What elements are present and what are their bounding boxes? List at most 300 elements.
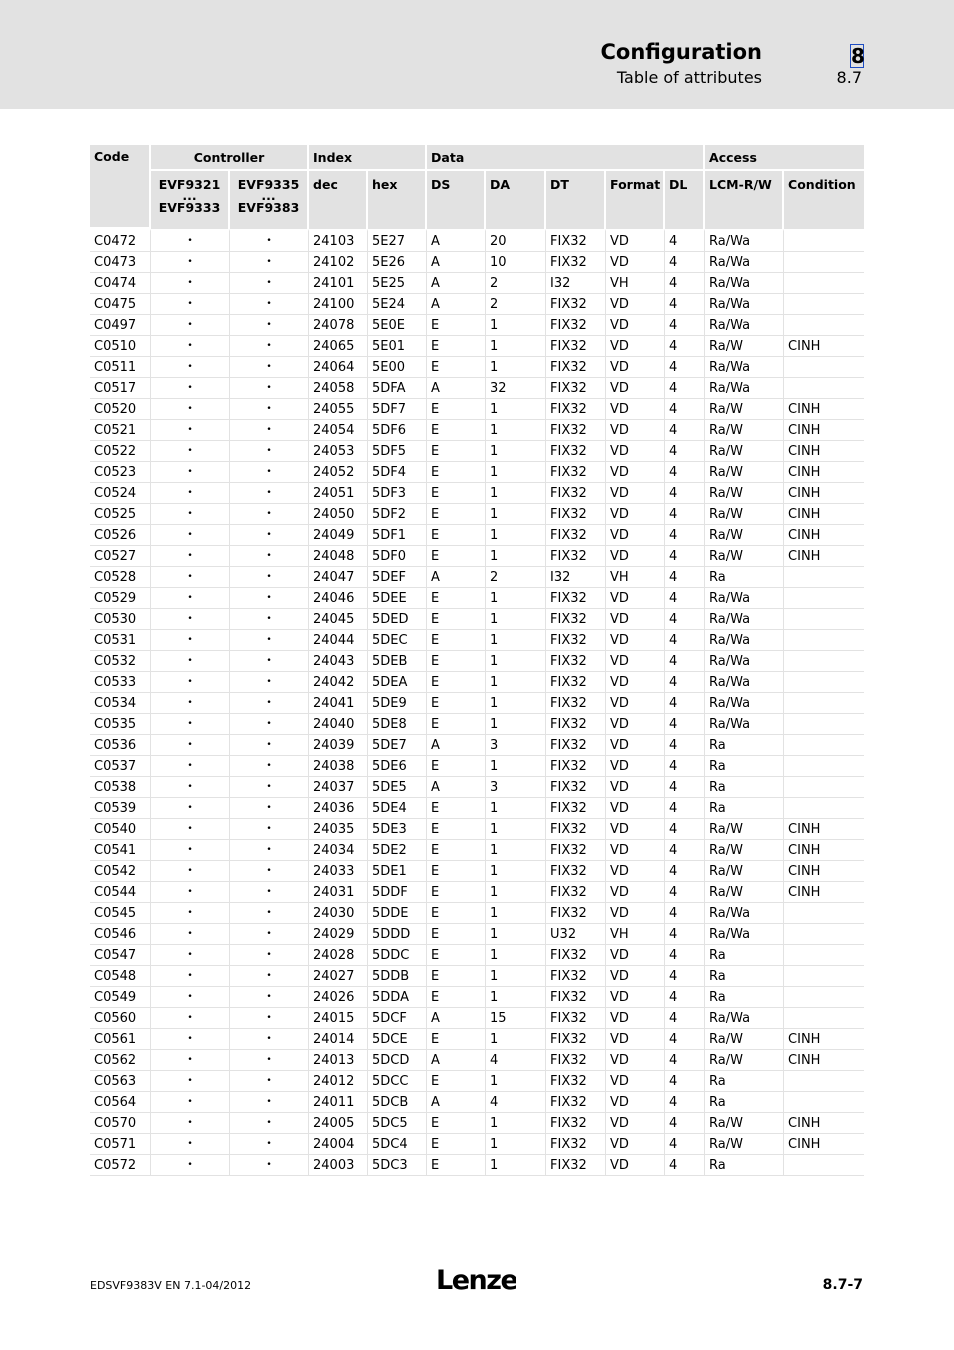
cell-condition bbox=[784, 945, 864, 966]
cell-dt: FIX32 bbox=[546, 777, 606, 798]
cell-da: 1 bbox=[486, 861, 546, 882]
cell-ctrl1: • bbox=[151, 1113, 230, 1134]
cell-dt: FIX32 bbox=[546, 357, 606, 378]
header-dt: DT bbox=[546, 171, 606, 229]
cell-dec: 24034 bbox=[309, 840, 368, 861]
cell-hex: 5DC5 bbox=[368, 1113, 427, 1134]
cell-hex: 5E24 bbox=[368, 294, 427, 315]
cell-code: C0539 bbox=[90, 798, 151, 819]
cell-da: 1 bbox=[486, 399, 546, 420]
cell-da: 1 bbox=[486, 1113, 546, 1134]
cell-ds: A bbox=[427, 294, 486, 315]
cell-dt: FIX32 bbox=[546, 315, 606, 336]
table-row bbox=[90, 924, 864, 945]
table-row bbox=[90, 987, 864, 1008]
cell-dt: FIX32 bbox=[546, 903, 606, 924]
cell-condition: CINH bbox=[784, 399, 864, 420]
cell-condition bbox=[784, 966, 864, 987]
cell-lcm: Ra/W bbox=[705, 861, 784, 882]
cell-ds: A bbox=[427, 229, 486, 252]
cell-hex: 5E27 bbox=[368, 229, 427, 252]
cell-hex: 5DF2 bbox=[368, 504, 427, 525]
cell-ctrl1: • bbox=[151, 504, 230, 525]
header-format: Format bbox=[606, 171, 665, 229]
cell-ctrl1: • bbox=[151, 420, 230, 441]
cell-code: C0541 bbox=[90, 840, 151, 861]
cell-dl: 4 bbox=[665, 651, 705, 672]
cell-format: VH bbox=[606, 924, 665, 945]
cell-format: VD bbox=[606, 588, 665, 609]
cell-lcm: Ra/W bbox=[705, 462, 784, 483]
cell-lcm: Ra/Wa bbox=[705, 714, 784, 735]
cell-condition bbox=[784, 777, 864, 798]
cell-code: C0533 bbox=[90, 672, 151, 693]
cell-dl: 4 bbox=[665, 630, 705, 651]
cell-code: C0474 bbox=[90, 273, 151, 294]
cell-ctrl2: • bbox=[230, 273, 309, 294]
cell-hex: 5DC4 bbox=[368, 1134, 427, 1155]
svg-text:Lenze: Lenze bbox=[436, 1265, 516, 1296]
cell-condition bbox=[784, 378, 864, 399]
cell-ctrl2: • bbox=[230, 441, 309, 462]
header-index: Index bbox=[309, 145, 427, 171]
cell-lcm: Ra bbox=[705, 798, 784, 819]
cell-ds: A bbox=[427, 273, 486, 294]
table-row bbox=[90, 420, 864, 441]
cell-format: VD bbox=[606, 1155, 665, 1176]
header-controller-2 bbox=[230, 171, 309, 229]
cell-ctrl2: • bbox=[230, 819, 309, 840]
cell-dl: 4 bbox=[665, 546, 705, 567]
cell-ctrl1: • bbox=[151, 525, 230, 546]
cell-format: VD bbox=[606, 462, 665, 483]
table-row bbox=[90, 357, 864, 378]
cell-dl: 4 bbox=[665, 420, 705, 441]
cell-format: VD bbox=[606, 798, 665, 819]
cell-ctrl2: • bbox=[230, 903, 309, 924]
cell-ctrl2: • bbox=[230, 777, 309, 798]
cell-hex: 5DFA bbox=[368, 378, 427, 399]
cell-format: VD bbox=[606, 903, 665, 924]
cell-dec: 24043 bbox=[309, 651, 368, 672]
cell-dl: 4 bbox=[665, 336, 705, 357]
cell-dt: FIX32 bbox=[546, 294, 606, 315]
cell-dl: 4 bbox=[665, 966, 705, 987]
cell-code: C0548 bbox=[90, 966, 151, 987]
table-row bbox=[90, 735, 864, 756]
cell-dl: 4 bbox=[665, 798, 705, 819]
cell-da: 3 bbox=[486, 777, 546, 798]
cell-ctrl2: • bbox=[230, 252, 309, 273]
table-row bbox=[90, 315, 864, 336]
header-data: Data bbox=[427, 145, 705, 171]
cell-condition bbox=[784, 273, 864, 294]
cell-dl: 4 bbox=[665, 525, 705, 546]
cell-condition bbox=[784, 609, 864, 630]
cell-dt: FIX32 bbox=[546, 588, 606, 609]
table-row bbox=[90, 483, 864, 504]
cell-da: 2 bbox=[486, 273, 546, 294]
header-controller-1-from: EVF9321 bbox=[158, 177, 221, 192]
cell-format: VD bbox=[606, 441, 665, 462]
cell-dec: 24011 bbox=[309, 1092, 368, 1113]
cell-dec: 24058 bbox=[309, 378, 368, 399]
cell-ctrl2: • bbox=[230, 609, 309, 630]
lenze-logo bbox=[436, 1264, 516, 1300]
cell-ds: A bbox=[427, 777, 486, 798]
cell-format: VD bbox=[606, 1113, 665, 1134]
table-row bbox=[90, 798, 864, 819]
table-row bbox=[90, 903, 864, 924]
cell-da: 2 bbox=[486, 294, 546, 315]
cell-format: VD bbox=[606, 693, 665, 714]
table-row bbox=[90, 630, 864, 651]
cell-format: VD bbox=[606, 609, 665, 630]
cell-dec: 24049 bbox=[309, 525, 368, 546]
cell-condition: CINH bbox=[784, 420, 864, 441]
cell-dt: FIX32 bbox=[546, 735, 606, 756]
header-controller-2-from: EVF9335 bbox=[237, 177, 300, 192]
cell-condition: CINH bbox=[784, 546, 864, 567]
cell-ctrl1: • bbox=[151, 756, 230, 777]
cell-ds: E bbox=[427, 1029, 486, 1050]
cell-dl: 4 bbox=[665, 441, 705, 462]
cell-da: 1 bbox=[486, 882, 546, 903]
cell-ctrl1: • bbox=[151, 294, 230, 315]
cell-hex: 5DCD bbox=[368, 1050, 427, 1071]
cell-dl: 4 bbox=[665, 1071, 705, 1092]
cell-dl: 4 bbox=[665, 483, 705, 504]
cell-dec: 24030 bbox=[309, 903, 368, 924]
cell-dec: 24064 bbox=[309, 357, 368, 378]
cell-code: C0521 bbox=[90, 420, 151, 441]
cell-ctrl1: • bbox=[151, 903, 230, 924]
cell-dt: FIX32 bbox=[546, 756, 606, 777]
cell-lcm: Ra/W bbox=[705, 1134, 784, 1155]
cell-condition: CINH bbox=[784, 1134, 864, 1155]
cell-da: 1 bbox=[486, 315, 546, 336]
cell-ds: E bbox=[427, 525, 486, 546]
cell-ctrl2: • bbox=[230, 399, 309, 420]
table-row bbox=[90, 819, 864, 840]
header-access: Access bbox=[705, 145, 864, 171]
cell-ctrl2: • bbox=[230, 588, 309, 609]
cell-format: VD bbox=[606, 756, 665, 777]
cell-code: C0530 bbox=[90, 609, 151, 630]
cell-dec: 24053 bbox=[309, 441, 368, 462]
cell-hex: 5DF1 bbox=[368, 525, 427, 546]
cell-ctrl1: • bbox=[151, 630, 230, 651]
cell-lcm: Ra/Wa bbox=[705, 588, 784, 609]
cell-ds: E bbox=[427, 672, 486, 693]
cell-lcm: Ra bbox=[705, 945, 784, 966]
cell-ctrl2: • bbox=[230, 1050, 309, 1071]
cell-dl: 4 bbox=[665, 357, 705, 378]
cell-da: 1 bbox=[486, 840, 546, 861]
cell-format: VD bbox=[606, 882, 665, 903]
cell-code: C0532 bbox=[90, 651, 151, 672]
cell-ctrl1: • bbox=[151, 1092, 230, 1113]
cell-ctrl1: • bbox=[151, 1071, 230, 1092]
cell-format: VD bbox=[606, 840, 665, 861]
cell-da: 1 bbox=[486, 336, 546, 357]
cell-hex: 5DF3 bbox=[368, 483, 427, 504]
cell-lcm: Ra bbox=[705, 966, 784, 987]
cell-dl: 4 bbox=[665, 714, 705, 735]
cell-ds: E bbox=[427, 420, 486, 441]
cell-ctrl1: • bbox=[151, 861, 230, 882]
table-row bbox=[90, 672, 864, 693]
cell-ctrl2: • bbox=[230, 798, 309, 819]
cell-ctrl1: • bbox=[151, 777, 230, 798]
cell-dt: FIX32 bbox=[546, 483, 606, 504]
cell-condition: CINH bbox=[784, 336, 864, 357]
cell-hex: 5DF6 bbox=[368, 420, 427, 441]
cell-code: C0562 bbox=[90, 1050, 151, 1071]
cell-ctrl2: • bbox=[230, 378, 309, 399]
cell-dec: 24078 bbox=[309, 315, 368, 336]
table-row bbox=[90, 441, 864, 462]
cell-lcm: Ra/Wa bbox=[705, 378, 784, 399]
cell-condition: CINH bbox=[784, 1029, 864, 1050]
cell-format: VD bbox=[606, 504, 665, 525]
cell-code: C0523 bbox=[90, 462, 151, 483]
cell-hex: 5DE6 bbox=[368, 756, 427, 777]
cell-ds: E bbox=[427, 693, 486, 714]
header-hex: hex bbox=[368, 171, 427, 229]
cell-ctrl1: • bbox=[151, 567, 230, 588]
cell-dec: 24037 bbox=[309, 777, 368, 798]
cell-ds: E bbox=[427, 840, 486, 861]
cell-da: 1 bbox=[486, 357, 546, 378]
cell-dec: 24004 bbox=[309, 1134, 368, 1155]
cell-condition bbox=[784, 567, 864, 588]
cell-dt: FIX32 bbox=[546, 651, 606, 672]
cell-dt: FIX32 bbox=[546, 378, 606, 399]
cell-ctrl2: • bbox=[230, 1113, 309, 1134]
cell-dl: 4 bbox=[665, 399, 705, 420]
cell-dec: 24040 bbox=[309, 714, 368, 735]
header-controller-1 bbox=[151, 171, 230, 229]
cell-condition: CINH bbox=[784, 882, 864, 903]
table-row bbox=[90, 714, 864, 735]
table-row bbox=[90, 1008, 864, 1029]
cell-dl: 4 bbox=[665, 777, 705, 798]
cell-dl: 4 bbox=[665, 1155, 705, 1176]
cell-da: 1 bbox=[486, 672, 546, 693]
cell-code: C0564 bbox=[90, 1092, 151, 1113]
table-row bbox=[90, 588, 864, 609]
cell-da: 1 bbox=[486, 1029, 546, 1050]
cell-code: C0510 bbox=[90, 336, 151, 357]
cell-ds: E bbox=[427, 1113, 486, 1134]
cell-lcm: Ra/W bbox=[705, 483, 784, 504]
cell-condition bbox=[784, 987, 864, 1008]
cell-hex: 5DC3 bbox=[368, 1155, 427, 1176]
cell-lcm: Ra/W bbox=[705, 441, 784, 462]
cell-hex: 5DEE bbox=[368, 588, 427, 609]
cell-dt: FIX32 bbox=[546, 229, 606, 252]
cell-dec: 24031 bbox=[309, 882, 368, 903]
cell-condition: CINH bbox=[784, 819, 864, 840]
cell-dl: 4 bbox=[665, 735, 705, 756]
cell-da: 1 bbox=[486, 546, 546, 567]
cell-ds: E bbox=[427, 546, 486, 567]
cell-dt: FIX32 bbox=[546, 609, 606, 630]
cell-dec: 24035 bbox=[309, 819, 368, 840]
header-ds: DS bbox=[427, 171, 486, 229]
cell-lcm: Ra/Wa bbox=[705, 903, 784, 924]
cell-code: C0546 bbox=[90, 924, 151, 945]
cell-format: VD bbox=[606, 1092, 665, 1113]
cell-ctrl2: • bbox=[230, 1155, 309, 1176]
cell-dt: FIX32 bbox=[546, 945, 606, 966]
cell-da: 10 bbox=[486, 252, 546, 273]
cell-dt: I32 bbox=[546, 567, 606, 588]
cell-ctrl2: • bbox=[230, 1134, 309, 1155]
cell-ctrl2: • bbox=[230, 693, 309, 714]
cell-format: VD bbox=[606, 819, 665, 840]
cell-ds: E bbox=[427, 924, 486, 945]
cell-ctrl2: • bbox=[230, 1008, 309, 1029]
cell-ctrl2: • bbox=[230, 420, 309, 441]
cell-dec: 24047 bbox=[309, 567, 368, 588]
cell-dec: 24048 bbox=[309, 546, 368, 567]
attributes-table bbox=[90, 145, 864, 1176]
cell-dec: 24044 bbox=[309, 630, 368, 651]
cell-ds: E bbox=[427, 1134, 486, 1155]
cell-dec: 24005 bbox=[309, 1113, 368, 1134]
header-controller: Controller bbox=[151, 145, 309, 171]
cell-code: C0547 bbox=[90, 945, 151, 966]
cell-ctrl1: • bbox=[151, 315, 230, 336]
cell-ctrl1: • bbox=[151, 1134, 230, 1155]
table-row bbox=[90, 567, 864, 588]
cell-hex: 5DDD bbox=[368, 924, 427, 945]
cell-hex: 5DF4 bbox=[368, 462, 427, 483]
cell-dec: 24012 bbox=[309, 1071, 368, 1092]
cell-code: C0525 bbox=[90, 504, 151, 525]
cell-code: C0526 bbox=[90, 525, 151, 546]
chapter-number: 8 bbox=[851, 44, 865, 68]
table-row bbox=[90, 756, 864, 777]
cell-lcm: Ra/W bbox=[705, 399, 784, 420]
cell-dec: 24054 bbox=[309, 420, 368, 441]
table-row bbox=[90, 1050, 864, 1071]
cell-dec: 24045 bbox=[309, 609, 368, 630]
cell-ds: A bbox=[427, 735, 486, 756]
cell-hex: 5DF0 bbox=[368, 546, 427, 567]
cell-dl: 4 bbox=[665, 462, 705, 483]
cell-ds: E bbox=[427, 945, 486, 966]
cell-ctrl2: • bbox=[230, 525, 309, 546]
cell-code: C0542 bbox=[90, 861, 151, 882]
cell-ctrl1: • bbox=[151, 399, 230, 420]
cell-ctrl2: • bbox=[230, 651, 309, 672]
cell-format: VD bbox=[606, 315, 665, 336]
cell-ctrl2: • bbox=[230, 462, 309, 483]
cell-ctrl1: • bbox=[151, 798, 230, 819]
header-dl: DL bbox=[665, 171, 705, 229]
cell-condition bbox=[784, 315, 864, 336]
cell-hex: 5DCB bbox=[368, 1092, 427, 1113]
cell-hex: 5DE5 bbox=[368, 777, 427, 798]
cell-dl: 4 bbox=[665, 924, 705, 945]
cell-ds: E bbox=[427, 609, 486, 630]
cell-condition bbox=[784, 252, 864, 273]
cell-ctrl2: • bbox=[230, 357, 309, 378]
cell-dl: 4 bbox=[665, 1008, 705, 1029]
cell-da: 1 bbox=[486, 588, 546, 609]
cell-da: 1 bbox=[486, 483, 546, 504]
cell-ds: E bbox=[427, 399, 486, 420]
cell-lcm: Ra bbox=[705, 756, 784, 777]
cell-ctrl2: • bbox=[230, 229, 309, 252]
cell-dl: 4 bbox=[665, 273, 705, 294]
cell-ds: E bbox=[427, 966, 486, 987]
cell-format: VD bbox=[606, 651, 665, 672]
cell-condition: CINH bbox=[784, 525, 864, 546]
cell-dec: 24028 bbox=[309, 945, 368, 966]
cell-lcm: Ra/Wa bbox=[705, 357, 784, 378]
cell-lcm: Ra/W bbox=[705, 1029, 784, 1050]
cell-ctrl2: • bbox=[230, 840, 309, 861]
cell-lcm: Ra/W bbox=[705, 1113, 784, 1134]
cell-format: VD bbox=[606, 336, 665, 357]
cell-dt: FIX32 bbox=[546, 630, 606, 651]
header-dec: dec bbox=[309, 171, 368, 229]
header-controller-2-ellipsis: ... bbox=[261, 188, 276, 203]
cell-condition bbox=[784, 672, 864, 693]
cell-ctrl1: • bbox=[151, 441, 230, 462]
cell-dec: 24103 bbox=[309, 229, 368, 252]
cell-ctrl1: • bbox=[151, 1029, 230, 1050]
cell-ctrl2: • bbox=[230, 630, 309, 651]
table-row bbox=[90, 1071, 864, 1092]
cell-dt: FIX32 bbox=[546, 420, 606, 441]
cell-dt: FIX32 bbox=[546, 819, 606, 840]
cell-dec: 24065 bbox=[309, 336, 368, 357]
cell-ds: E bbox=[427, 462, 486, 483]
cell-dec: 24046 bbox=[309, 588, 368, 609]
table-body bbox=[90, 229, 864, 1176]
cell-hex: 5DED bbox=[368, 609, 427, 630]
cell-ds: A bbox=[427, 378, 486, 399]
cell-hex: 5DCE bbox=[368, 1029, 427, 1050]
cell-ctrl2: • bbox=[230, 861, 309, 882]
cell-ds: E bbox=[427, 630, 486, 651]
cell-ctrl1: • bbox=[151, 651, 230, 672]
cell-lcm: Ra/Wa bbox=[705, 252, 784, 273]
cell-dec: 24100 bbox=[309, 294, 368, 315]
cell-lcm: Ra/W bbox=[705, 840, 784, 861]
cell-format: VD bbox=[606, 1071, 665, 1092]
cell-format: VD bbox=[606, 420, 665, 441]
cell-dec: 24003 bbox=[309, 1155, 368, 1176]
cell-ctrl2: • bbox=[230, 336, 309, 357]
table-row bbox=[90, 840, 864, 861]
cell-format: VD bbox=[606, 1134, 665, 1155]
cell-dl: 4 bbox=[665, 1029, 705, 1050]
cell-da: 2 bbox=[486, 567, 546, 588]
cell-ds: E bbox=[427, 315, 486, 336]
cell-dt: U32 bbox=[546, 924, 606, 945]
cell-ctrl1: • bbox=[151, 735, 230, 756]
cell-dl: 4 bbox=[665, 504, 705, 525]
cell-dl: 4 bbox=[665, 567, 705, 588]
cell-dt: FIX32 bbox=[546, 1050, 606, 1071]
cell-hex: 5DE9 bbox=[368, 693, 427, 714]
